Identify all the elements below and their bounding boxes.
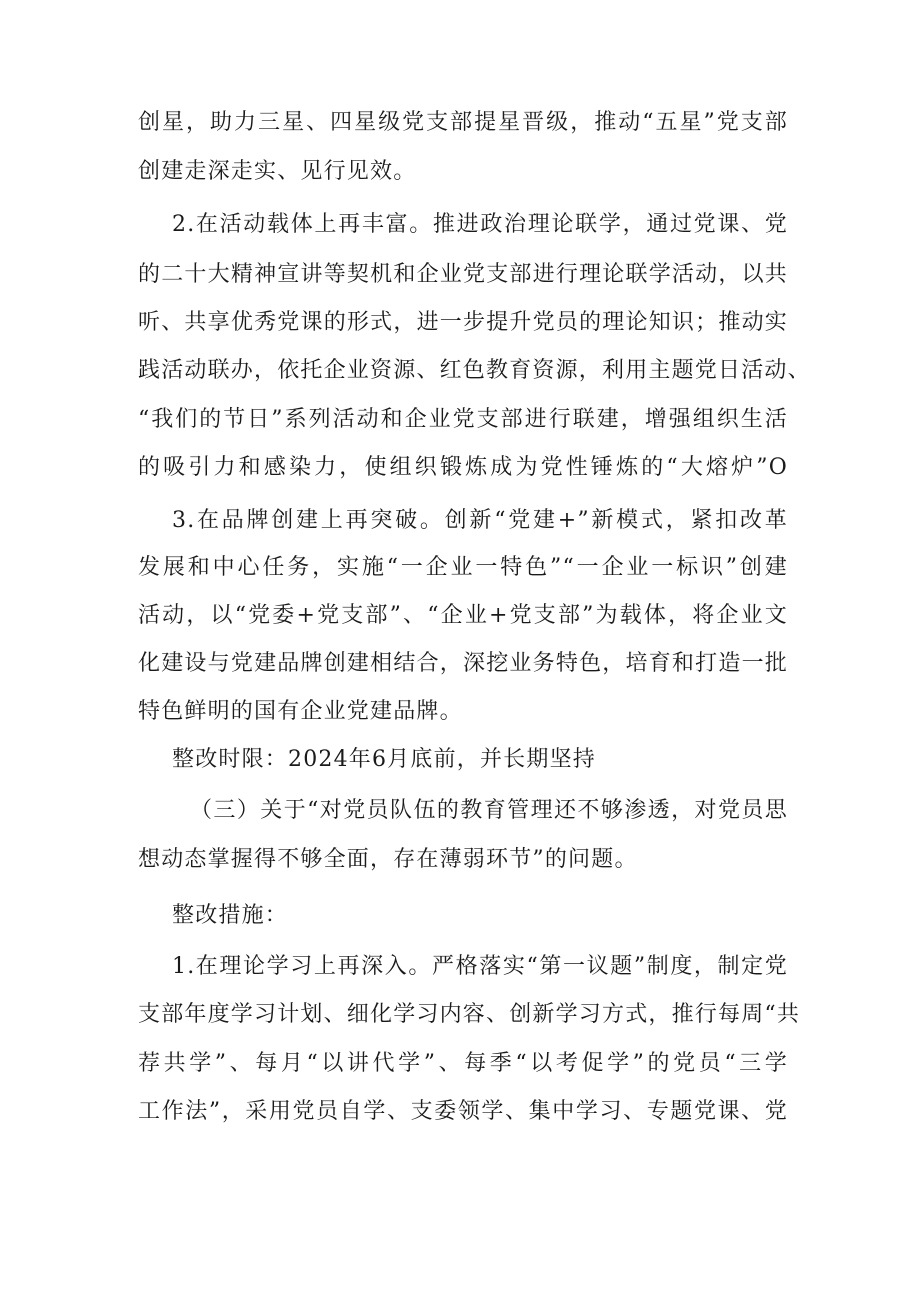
paragraph-line: 发展和中心任务，实施“一企业一特色”“一企业一标识”创建 — [138, 555, 788, 580]
paragraph-line: 荐共学”、每月“以讲代学”、每季“以考促学”的党员“三学 — [138, 1051, 788, 1076]
paragraph-line: 特色鲜明的国有企业党建品牌。 — [138, 699, 463, 724]
paragraph-line: 听、共享优秀党课的形式，进一步提升党员的理论知识；推动实 — [138, 310, 788, 335]
paragraph-line: 1.在理论学习上再深入。严格落实“第一议题”制度，制定党 — [172, 954, 788, 979]
paragraph-line: 践活动联办，依托企业资源、红色教育资源，利用主题党日活动、 — [138, 358, 811, 383]
section-heading-line: （三）关于“对党员队伍的教育管理还不够渗透，对党员思 — [190, 798, 788, 823]
paragraph-line: 2.在活动载体上再丰富。推进政治理论联学，通过党课、党 — [172, 212, 788, 237]
paragraph-line: 化建设与党建品牌创建相结合，深挖业务特色，培育和打造一批 — [138, 651, 788, 676]
paragraph-line: 活动，以“党委+党支部”、“企业+党支部”为载体，将企业文 — [138, 603, 788, 628]
paragraph-line: 创星，助力三星、四星级党支部提星晋级，推动“五星”党支部 — [138, 110, 788, 135]
paragraph-line: 支部年度学习计划、细化学习内容、创新学习方式，推行每周“共 — [138, 1002, 801, 1027]
measures-label: 整改措施： — [172, 903, 289, 928]
paragraph-line: 3.在品牌创建上再突破。创新“党建+”新模式，紧扣改革 — [172, 508, 788, 533]
paragraph-line: 工作法”，采用党员自学、支委领学、集中学习、专题党课、党 — [138, 1099, 788, 1124]
paragraph-line: 创建走深走实、见行见效。 — [138, 159, 417, 184]
paragraph-line: 的二十大精神宣讲等契机和企业党支部进行理论联学活动，以共 — [138, 262, 788, 287]
section-heading-line: 想动态掌握得不够全面，存在薄弱环节”的问题。 — [138, 847, 638, 872]
deadline-line: 整改时限：2024年6月底前，并长期坚持 — [172, 747, 596, 772]
paragraph-line: 的吸引力和感染力，使组织锻炼成为党性锤炼的“大熔炉”O — [138, 455, 788, 480]
paragraph-line: “我们的节日”系列活动和企业党支部进行联建，增强组织生活 — [138, 407, 788, 432]
